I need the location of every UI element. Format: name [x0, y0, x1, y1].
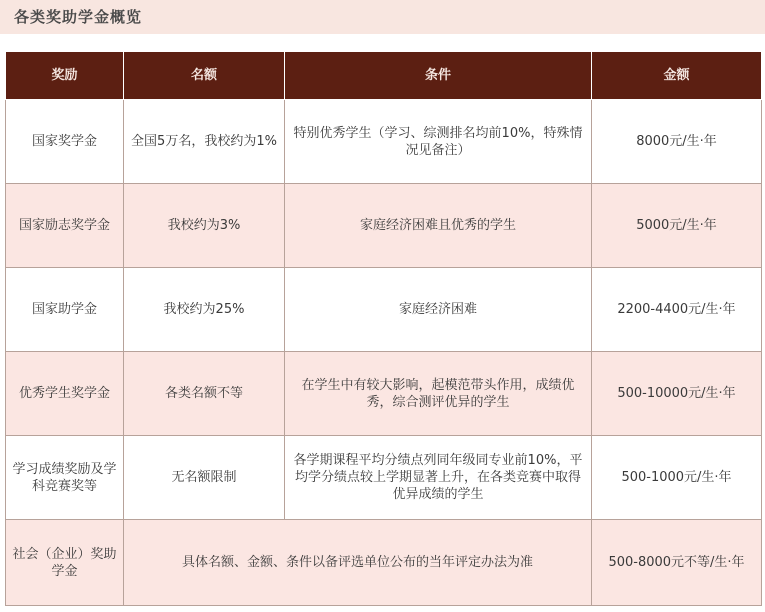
- header-amount: 金额: [592, 52, 762, 100]
- cell-award: 国家奖学金: [6, 100, 124, 184]
- cell-quota: 无名额限制: [124, 436, 285, 520]
- cell-condition: 在学生中有较大影响，起模范带头作用，成绩优秀，综合测评优异的学生: [285, 352, 592, 436]
- header-award: 奖励: [6, 52, 124, 100]
- cell-quota: 各类名额不等: [124, 352, 285, 436]
- cell-amount: 2200-4400元/生·年: [592, 268, 762, 352]
- table-row: [6, 184, 762, 268]
- cell-condition: 特别优秀学生（学习、综测排名均前10%，特殊情况见备注）: [285, 100, 592, 184]
- cell-quota: 我校约为3%: [124, 184, 285, 268]
- table-row: [6, 436, 762, 520]
- cell-quota: 我校约为25%: [124, 268, 285, 352]
- cell-award: 优秀学生奖学金: [6, 352, 124, 436]
- header-quota: 名额: [124, 52, 285, 100]
- cell-quota: 全国5万名，我校约为1%: [124, 100, 285, 184]
- cell-condition: 各学期课程平均分绩点列同年级同专业前10%，平均学分绩点较上学期显著上升，在各类竞赛中取得优异成绩的学生: [285, 436, 592, 520]
- cell-amount: 500-8000元不等/生·年: [592, 520, 762, 606]
- cell-amount: 8000元/生·年: [592, 100, 762, 184]
- table-row: [6, 352, 762, 436]
- cell-condition: 家庭经济困难且优秀的学生: [285, 184, 592, 268]
- header-condition: 条件: [285, 52, 592, 100]
- cell-award: 国家励志奖学金: [6, 184, 124, 268]
- table-row: [6, 268, 762, 352]
- table-row: [6, 100, 762, 184]
- cell-merged-note: 具体名额、金额、条件以备评选单位公布的当年评定办法为准: [124, 520, 592, 606]
- cell-amount: 500-10000元/生·年: [592, 352, 762, 436]
- scholarship-table: [5, 51, 762, 606]
- cell-condition: 家庭经济困难: [285, 268, 592, 352]
- table-row: [6, 520, 762, 606]
- title-bar: [0, 0, 765, 34]
- cell-amount: 5000元/生·年: [592, 184, 762, 268]
- cell-award: 学习成绩奖励及学科竞赛奖等: [6, 436, 124, 520]
- cell-award: 国家助学金: [6, 268, 124, 352]
- cell-award: 社会（企业）奖助学金: [6, 520, 124, 606]
- cell-amount: 500-1000元/生·年: [592, 436, 762, 520]
- table-header-row: [6, 52, 762, 100]
- page-title: 各类奖助学金概览: [14, 8, 143, 26]
